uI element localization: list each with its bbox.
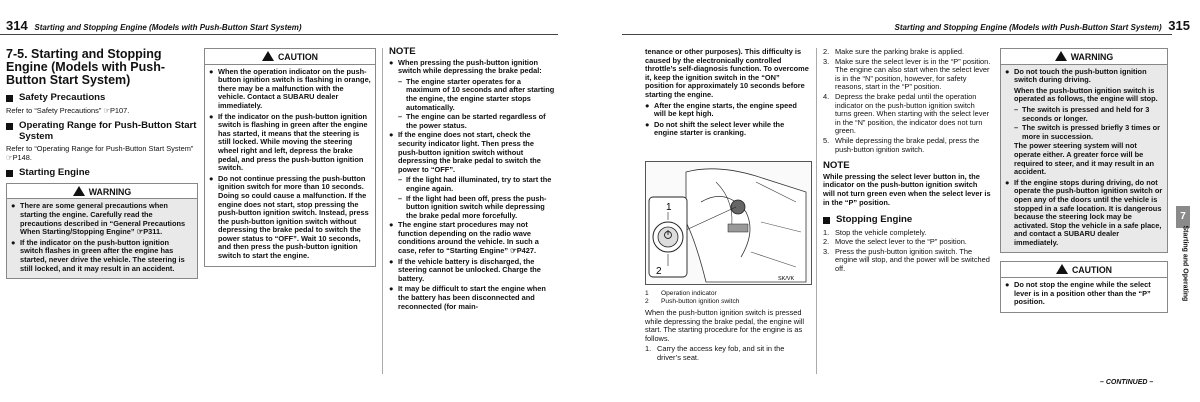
square-bullet-icon xyxy=(6,123,13,130)
chapter-tab-label-text: Starting and Operating xyxy=(1181,225,1189,302)
right-col-1-lower xyxy=(645,290,810,364)
right-header-rule xyxy=(622,34,1172,35)
left-col-3 xyxy=(389,48,555,313)
section-heading-operating-range xyxy=(6,121,198,142)
procedure-step xyxy=(823,48,991,57)
warning-item-text: If the indicator on the push-button ignition switch flashes in green after the engine has started, never drive the vehicle. The steering is still locked, and it may result in an accident. xyxy=(20,237,185,273)
figure-caption xyxy=(645,298,810,306)
warning-item: ● If the engine stops during driving, do not operate the push-button ignition switch or open any of the doors until the vehicle is stopped in a safe location. It is dangerous because the steering lock may be activated. Stop the vehicle in a safe place, and contact a SUBARU dealer immediately. xyxy=(1005,177,1163,247)
caution-box-header xyxy=(1001,262,1167,278)
left-col-1 xyxy=(6,48,198,279)
caption-number: 2 xyxy=(645,298,649,305)
right-page xyxy=(620,0,1200,402)
note-item: ● The engine start procedures may not function depending on the radio wave conditions around the vehicle. In such a case, refer to “Starting Engine” ☞P427. xyxy=(389,221,555,255)
caution-box-header xyxy=(205,49,375,65)
caution-item-text: If the indicator on the push-button ignition switch is flashing in green after the engine has started, it means that the steering is still locked. While moving the steering wheel right and left, depress the brake pedal, and press the push-button ignition switch. xyxy=(218,111,368,173)
caution-item-text: Do not stop the engine while the select lever is in a position other than the “P” position. xyxy=(1014,280,1151,307)
step-number: 5. xyxy=(823,135,830,145)
caution-box-left xyxy=(204,48,376,267)
caution-box-body xyxy=(205,65,375,266)
caution-item: ● When the operation indicator on the push-button ignition switch is flashing in orange, there may be a malfunction with the vehicle. Contact a SUBARU dealer immediately. xyxy=(209,66,371,110)
note-item-text: It may be difficult to start the engine when the battery has been disconnected and reconnected (for main- xyxy=(398,284,546,311)
caution-title: CAUTION xyxy=(277,52,319,62)
note-item-text: The engine start procedures may not function depending on the radio wave conditions around the vehicle. In such a case, refer to “Starting Engine” ☞P427. xyxy=(398,220,539,256)
note-title: NOTE xyxy=(389,46,416,57)
warning-title: WARNING xyxy=(88,186,132,197)
caution-box-body xyxy=(1001,278,1167,312)
caution-item: ● If the indicator on the push-button ignition switch is flashing in green after the engine has started, it means that the steering is still locked. While moving the steering wheel right and left, depress the brake pedal, and press the push-button ignition switch. xyxy=(209,113,371,173)
note-item-text: After the engine starts, the engine speed will be kept high. xyxy=(654,100,797,119)
square-bullet-icon xyxy=(6,170,13,177)
note-subitem: – If the light had illuminated, try to start the engine again. xyxy=(389,176,555,193)
section-body-safety: Refer to “Safety Precautions” ☞P107. xyxy=(6,105,130,115)
warning-item: ● There are some general precautions when starting the engine. Carefully read the precautions described in “General Precautions When Starting/Stopping Engine” ☞P311. xyxy=(11,202,193,236)
dashboard-illustration xyxy=(646,162,811,284)
continuation-text: tenance or other purposes). This difficulty is caused by the electronically controlled throttle’s self-diagnosis function. To overcome it, keep the ignition switch in the “ON” position for approximately 10 seconds before starting the engine. xyxy=(645,47,809,99)
left-header-rule xyxy=(0,34,558,35)
warning-item: ● If the indicator on the push-button ignition switch flashes in green after the engine has started, never drive the vehicle. The steering is still locked, and it may result in an accident. xyxy=(11,239,193,273)
stop-step xyxy=(823,248,991,274)
note-subitem-text: If the light had illuminated, try to start the engine again. xyxy=(406,175,552,193)
right-running-head xyxy=(895,18,1190,33)
left-running-head-text: Starting and Stopping Engine (Models with Push-Button Start System) xyxy=(34,23,302,32)
note-item-text: When pressing the push-button ignition switch while depressing the brake pedal: xyxy=(398,57,542,76)
warning-box-left xyxy=(6,183,198,279)
warning-triangle-icon xyxy=(1056,264,1068,274)
procedure-step xyxy=(823,58,991,92)
caution-item-text: When the operation indicator on the push-button ignition switch is flashing in orange, there may be a malfunction with the vehicle. Contact a SUBARU dealer immediately. xyxy=(218,66,371,110)
procedure-step xyxy=(823,137,991,154)
section-heading-stopping xyxy=(823,215,991,226)
right-col-2 xyxy=(823,48,991,275)
note-item: ● After the engine starts, the engine speed will be kept high. xyxy=(645,102,810,119)
figure-caption xyxy=(645,290,810,298)
note-subitem-text: The engine starter operates for a maximum of 10 seconds and after starting the engine, the engine starter stops automatically. xyxy=(406,76,555,112)
warning-triangle-icon xyxy=(262,51,274,61)
warning-item-text: If the engine stops during driving, do not operate the push-button ignition switch or open any of the doors until the vehicle is stopped in a safe location. It is dangerous because the steering lock may be activated. Stop the vehicle in a safe place, and contact a SUBARU dealer immediately. xyxy=(1014,177,1163,247)
column-divider xyxy=(816,48,817,374)
warning-subitem-text: The switch is pressed and held for 3 seconds or longer. xyxy=(1022,104,1150,123)
step-text: While depressing the brake pedal, press the push-button ignition switch. xyxy=(835,135,980,154)
note-text: While pressing the select lever button in, the indicator on the push-button ignition switch will not turn green even when the select lever is in the “P” position. xyxy=(823,171,991,207)
note-subitem: – The engine can be started regardless of the power status. xyxy=(389,113,555,130)
warning-subitem-text: The switch is pressed briefly 3 times or more in succession. xyxy=(1022,123,1161,141)
chapter-tab-label xyxy=(1175,225,1191,312)
warning-item: ● Do not touch the push-button ignition switch during driving. xyxy=(1005,68,1163,85)
warning-box-body xyxy=(1001,65,1167,253)
section-heading-text: Safety Precautions xyxy=(19,92,106,103)
column-divider xyxy=(382,48,383,374)
warning-paragraph: When the push-button ignition switch is operated as follows, the engine will stop. xyxy=(1014,85,1158,104)
caution-title: CAUTION xyxy=(1071,265,1113,276)
warning-title: WARNING xyxy=(1070,52,1114,62)
caption-text: Operation indicator xyxy=(661,290,717,297)
left-running-head xyxy=(6,18,301,33)
warning-triangle-icon xyxy=(73,186,85,196)
section-heading-text: Starting Engine xyxy=(19,167,90,179)
procedure-step xyxy=(645,345,810,362)
continued-marker: – CONTINUED – xyxy=(1100,379,1154,386)
procedure-step xyxy=(823,93,991,136)
step-number: 4. xyxy=(823,91,830,101)
note-item: ● When pressing the push-button ignition switch while depressing the brake pedal: xyxy=(389,59,555,76)
figure-callout-2: 2 xyxy=(656,266,662,277)
left-page xyxy=(0,0,560,402)
note-subitem: – The engine starter operates for a maximum of 10 seconds and after starting the engine, the engine starter stops automatically. xyxy=(398,76,555,112)
step-text: Stop the vehicle completely. xyxy=(835,227,927,237)
square-bullet-icon xyxy=(823,217,830,224)
warning-subitem: – The switch is pressed and held for 3 seconds or longer. xyxy=(1005,106,1163,123)
figure-code: SK/VK xyxy=(778,276,795,282)
warning-triangle-icon xyxy=(1055,51,1067,61)
note-subitem-text: The engine can be started regardless of the power status. xyxy=(406,112,546,130)
note-subitem-text: If the light had been off, press the push-button ignition switch while depressing the brake pedal more forcefully. xyxy=(406,193,547,220)
note-subitem: – If the light had been off, press the push-button ignition switch while depressing the brake pedal more forcefully. xyxy=(389,195,555,221)
caution-item-text: Do not continue pressing the push-button ignition switch for more than 10 seconds. Doing so could cause a malfunction. If the engine does not start, stop pressing the push-button ignition switch. Instead, press the push-button ignition switch without depressing the brake pedal to switch the power status to “OFF”. Wait 10 seconds, and then press the push-button ignition switch to start the engine. xyxy=(218,173,369,261)
note-item: ● Do not shift the select lever while the engine starter is cranking. xyxy=(645,121,810,138)
section-body-operating-range: Refer to “Operating Range for Push-Button Start System” ☞P148. xyxy=(6,144,194,162)
note-title: NOTE xyxy=(823,160,850,172)
right-col-3 xyxy=(1000,48,1168,313)
step-number: 2. xyxy=(823,237,830,247)
right-col-1 xyxy=(645,48,810,140)
warning-box-header xyxy=(1001,49,1167,65)
section-heading-safety xyxy=(6,93,198,104)
note-item-text: If the engine does not start, check the security indicator light. Then press the push-button ignition switch without depressing the brake pedal to switch the power to “OFF”. xyxy=(398,130,541,174)
step-text: Make sure the parking brake is applied. xyxy=(835,47,964,56)
note-item: ● It may be difficult to start the engine when the battery has been disconnected and reconnected (for main- xyxy=(389,285,555,311)
chapter-tab: 7 xyxy=(1176,206,1190,228)
right-page-number: 315 xyxy=(1168,18,1190,33)
caution-box-right xyxy=(1000,261,1168,312)
right-running-head-text: Starting and Stopping Engine (Models with Push-Button Start System) xyxy=(894,23,1162,32)
left-page-number: 314 xyxy=(6,18,28,33)
step-text: Move the select lever to the “P” position. xyxy=(835,237,967,247)
warning-item-text: Do not touch the push-button ignition switch during driving. xyxy=(1014,66,1147,85)
left-col-2 xyxy=(204,48,376,267)
step-text: Press the push-button ignition switch. The engine will stop, and the power will be switched off. xyxy=(835,246,990,273)
square-bullet-icon xyxy=(6,95,13,102)
section-heading-starting xyxy=(6,168,198,179)
warning-box-body xyxy=(7,199,197,278)
ignition-switch-figure xyxy=(645,161,812,285)
stop-step xyxy=(823,238,991,247)
caution-item: ● Do not continue pressing the push-button ignition switch for more than 10 seconds. Doing so could cause a malfunction. If the engine does not start, stop pressing the push-button ignition switch. Instead, press the push-button ignition switch without depressing the brake pedal to switch the power status to “OFF”. Wait 10 seconds, and then press the push-button ignition switch to start the engine. xyxy=(209,175,371,261)
note-item: ● If the engine does not start, check the security indicator light. Then press the push-button ignition switch without depressing the brake pedal to switch the power to “OFF”. xyxy=(389,131,555,174)
step-text: Carry the access key fob, and sit in the driver’s seat. xyxy=(657,344,785,362)
chapter-title: 7-5. Starting and Stopping Engine (Models with Push-Button Start System) xyxy=(6,47,166,87)
step-number: 2. xyxy=(823,47,830,56)
step-number: 1. xyxy=(823,227,830,237)
step-number: 1. xyxy=(645,344,652,354)
warning-box-right xyxy=(1000,48,1168,253)
warning-paragraph: The power steering system will not operate either. A greater force will be required to steer, and it may result in an accident. xyxy=(1014,141,1155,177)
step-text: Make sure the select lever is in the “P” position. The engine can also start when the select lever is in the “N” position, however, for safety reasons, start in the “P” position. xyxy=(835,56,991,92)
caution-item: ● Do not stop the engine while the select lever is in a position other than the “P” position. xyxy=(1005,281,1163,307)
note-item: ● If the vehicle battery is discharged, the steering cannot be unlocked. Charge the battery. xyxy=(389,258,555,284)
step-number: 3. xyxy=(823,246,830,256)
caption-text: Push-button ignition switch xyxy=(661,298,740,305)
step-number: 3. xyxy=(823,56,830,66)
procedure-intro: When the push-button ignition switch is pressed while depressing the brake pedal, the engine will start. The starting procedure for the engine is as follows. xyxy=(645,308,804,343)
section-heading-text: Stopping Engine xyxy=(836,214,913,226)
note-item-text: If the vehicle battery is discharged, the steering cannot be unlocked. Charge the battery. xyxy=(398,256,541,283)
warning-box-header xyxy=(7,184,197,200)
caption-number: 1 xyxy=(645,290,649,297)
warning-subitem: – The switch is pressed briefly 3 times or more in succession. xyxy=(1005,124,1163,141)
step-text: Depress the brake pedal until the operation indicator on the push-button ignition switch turns green. When starting with the select lever in the “N” position, the indicator does not turn green. xyxy=(835,91,990,136)
warning-item-text: There are some general precautions when starting the engine. Carefully read the precautions described in “General Precautions When Starting/Stopping Engine” ☞P311. xyxy=(20,201,186,237)
figure-callout-1: 1 xyxy=(666,202,672,213)
note-item-text: Do not shift the select lever while the engine starter is cranking. xyxy=(654,119,785,138)
stop-step xyxy=(823,229,991,238)
section-heading-text: Operating Range for Push-Button Start System xyxy=(19,120,197,142)
